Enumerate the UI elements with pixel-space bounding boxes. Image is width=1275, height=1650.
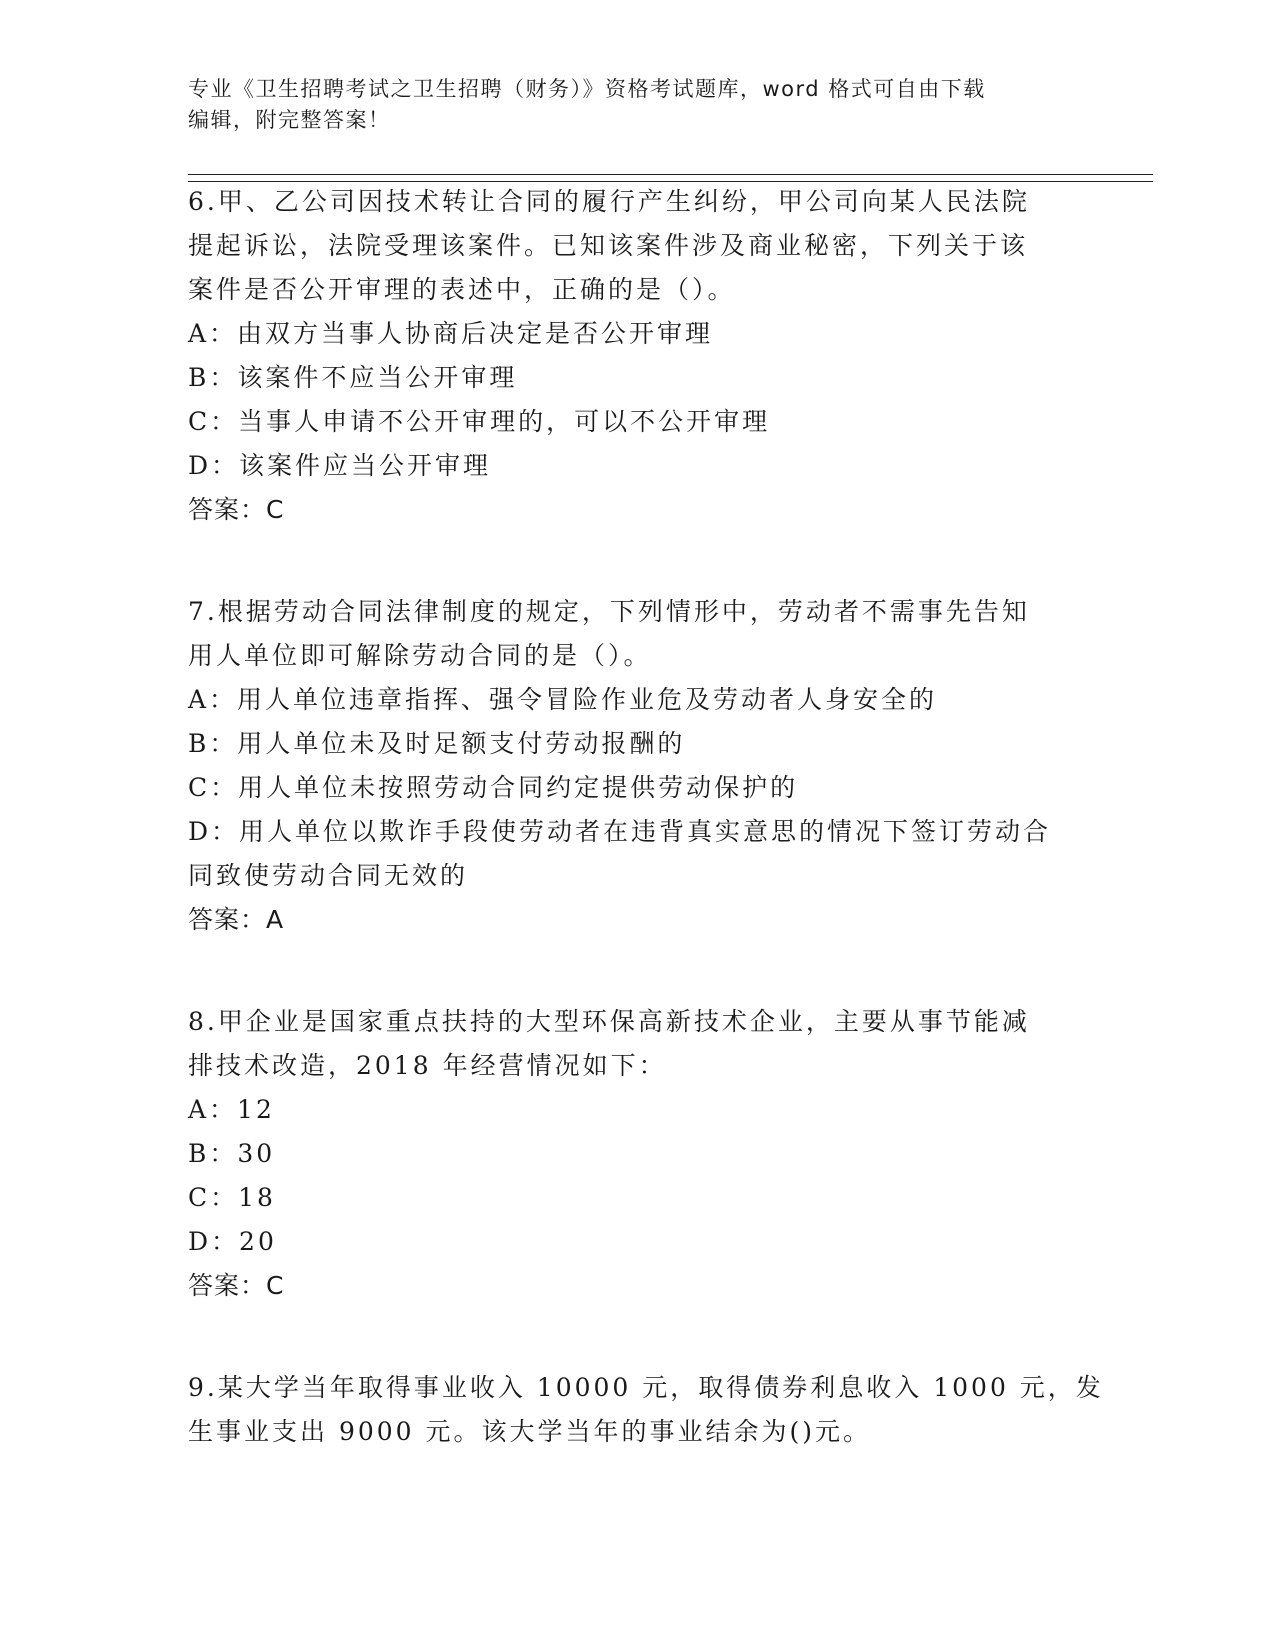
option-d: D：用人单位以欺诈手段使劳动者在违背真实意思的情况下签订劳动合 — [188, 817, 1052, 846]
answer-label: 答案：C — [188, 1271, 285, 1300]
document-header — [188, 74, 1068, 136]
option-c: C：当事人申请不公开审理的，可以不公开审理 — [188, 407, 771, 436]
question-stem-line: 7.根据劳动合同法律制度的规定，下列情形中，劳动者不需事先告知 — [188, 597, 1030, 626]
question-list — [188, 180, 1104, 1454]
option-c: C：用人单位未按照劳动合同约定提供劳动保护的 — [188, 773, 799, 802]
answer-label: 答案：A — [188, 905, 285, 934]
header-line-2: 编辑，附完整答案！ — [188, 108, 391, 132]
question-spacer — [188, 1308, 1068, 1366]
option-b: B：该案件不应当公开审理 — [188, 363, 518, 392]
question-stem-line: 9.某大学当年取得事业收入 10000 元，取得债券利息收入 1000 元，发 — [188, 1373, 1104, 1402]
header-line-1: 专业《卫生招聘考试之卫生招聘（财务）》资格考试题库，word 格式可自由下载 — [188, 77, 986, 101]
option-c: C：18 — [188, 1183, 276, 1212]
option-a: A：用人单位违章指挥、强令冒险作业危及劳动者人身安全的 — [188, 685, 938, 714]
option-d: D：20 — [188, 1227, 277, 1256]
header-divider-top — [188, 174, 1153, 175]
option-b: B：用人单位未及时足额支付劳动报酬的 — [188, 729, 686, 758]
option-a: A：由双方当事人协商后决定是否公开审理 — [188, 319, 714, 348]
question-stem-line: 提起诉讼，法院受理该案件。已知该案件涉及商业秘密，下列关于该 — [188, 231, 1029, 260]
question-stem-line: 生事业支出 9000 元。该大学当年的事业结余为()元。 — [188, 1417, 872, 1446]
question-stem-line: 案件是否公开审理的表述中，正确的是（）。 — [188, 275, 736, 304]
answer-label: 答案：C — [188, 495, 285, 524]
question-stem-line: 6.甲、乙公司因技术转让合同的履行产生纠纷，甲公司向某人民法院 — [188, 187, 1030, 216]
option-d: D：该案件应当公开审理 — [188, 451, 492, 480]
question-spacer — [188, 532, 1068, 590]
question-8 — [188, 1000, 1068, 1308]
option-b: B：30 — [188, 1139, 276, 1168]
question-stem-line: 8.甲企业是国家重点扶持的大型环保高新技术企业，主要从事节能减 — [188, 1007, 1030, 1036]
question-9 — [188, 1366, 1104, 1454]
question-7 — [188, 590, 1068, 942]
question-spacer — [188, 942, 1068, 1000]
question-6 — [188, 180, 1068, 532]
option-d-continued: 同致使劳动合同无效的 — [188, 861, 469, 890]
option-a: A：12 — [188, 1095, 275, 1124]
question-stem-line: 用人单位即可解除劳动合同的是（）。 — [188, 641, 652, 670]
question-stem-line: 排技术改造，2018 年经营情况如下： — [188, 1051, 667, 1080]
